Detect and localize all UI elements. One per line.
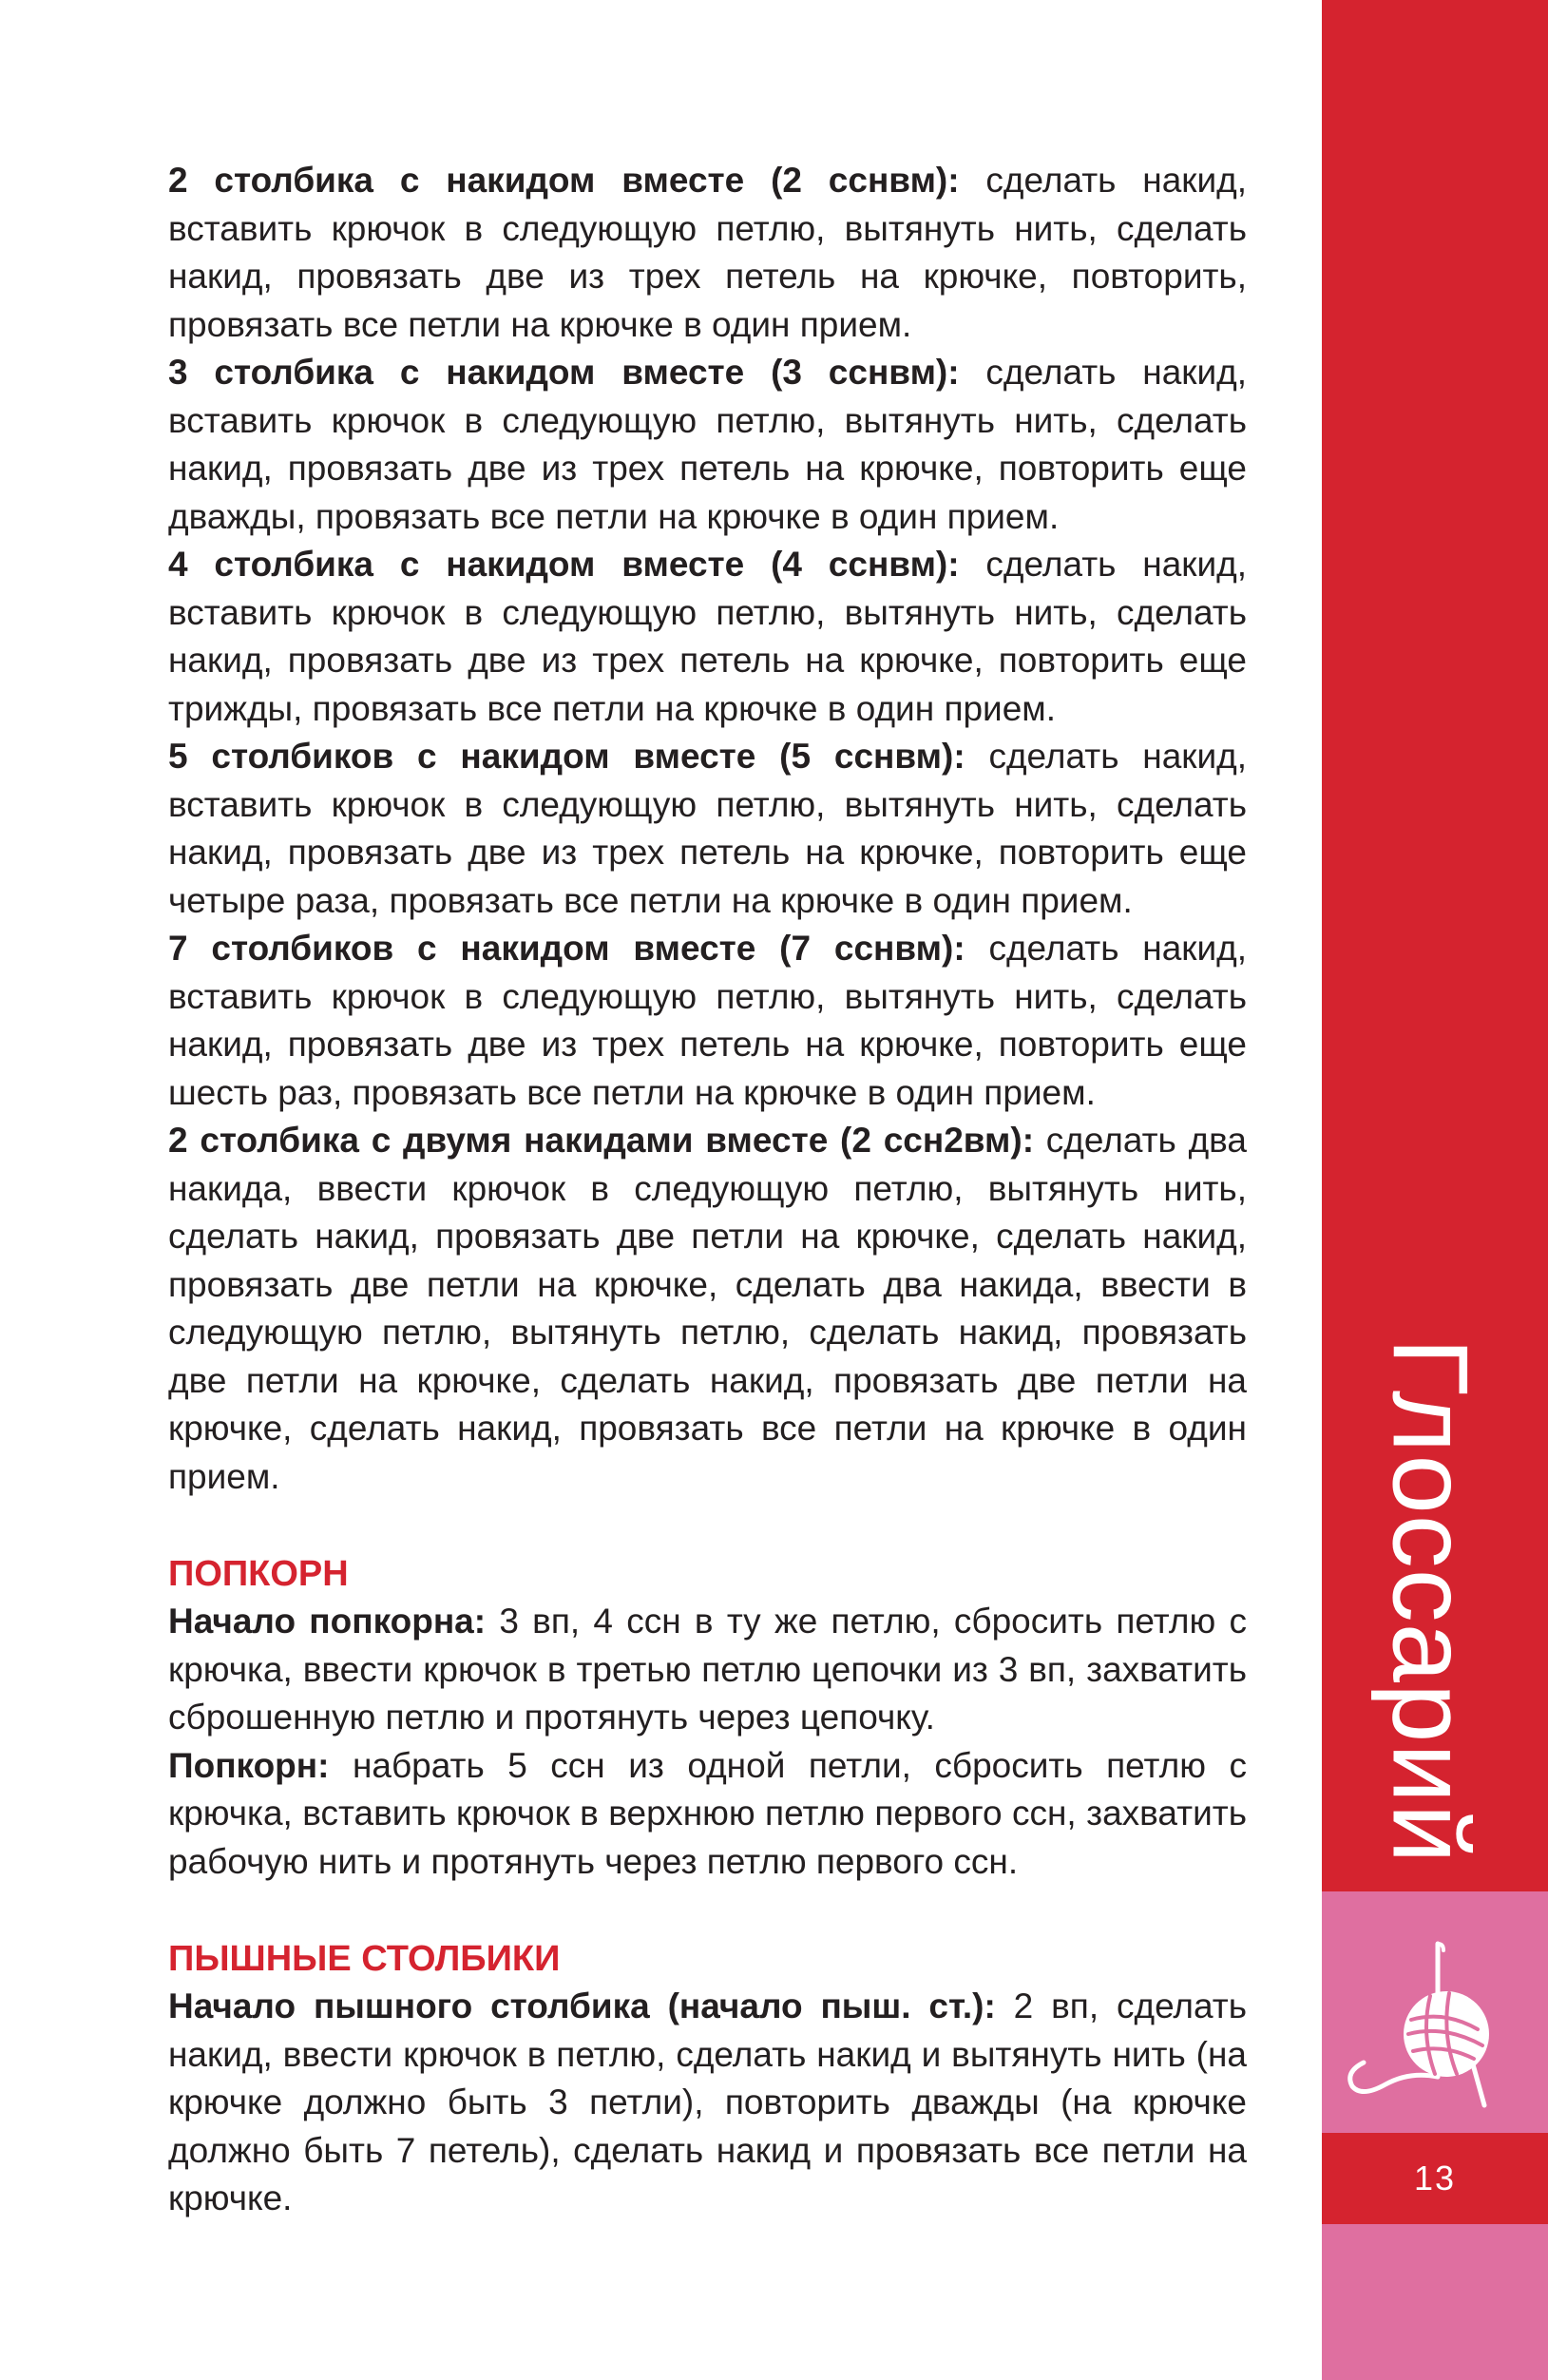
- entry-term: 4 столбика с накидом вместе (4 сснвм):: [168, 545, 960, 584]
- entry-text: сделать накид, вставить крючок в следующую петлю, вытянуть нить, сделать накид, провязать две из трех петель на крючке, повторить еще трижды, провязать все петли на крючке в один прием.: [168, 545, 1248, 728]
- glossary-entry: [168, 1742, 1247, 1887]
- section-heading-popcorn: ПОПКОРН: [168, 1554, 349, 1594]
- entry-text: 2 вп, сделать накид, ввести крючок в петлю, сделать накид и вытянуть нить (на крючке должно быть 3 петли), повторить дважды (на крючке должно быть 7 петель), сделать накид и провязать все петли на крючке.: [168, 1987, 1248, 2217]
- glossary-entry: [168, 925, 1247, 1117]
- glossary-entry: [168, 349, 1247, 541]
- entry-term: Попкорн:: [168, 1745, 330, 1785]
- entry-term: 3 столбика с накидом вместе (3 сснвм):: [168, 353, 960, 392]
- entry-term: 2 столбика с двумя накидами вместе (2 ссн2вм):: [168, 1121, 1035, 1160]
- entry-text: набрать 5 ссн из одной петли, сбросить петлю с крючка, вставить крючок в верхнюю петлю первого ссн, захватить рабочую нить и протянуть через петлю первого ссн.: [168, 1745, 1247, 1881]
- entry-text: сделать два накида, ввести крючок в следующую петлю, вытянуть нить, сделать накид, провязать две петли на крючке, сделать накид, провязать две петли на крючке, сделать два накида, ввести в следующую петлю, вытянуть петлю, сделать накид, провязать две петли на крючке, сделать накид, провязать две петли на крючке, сделать накид, провязать все петли на крючке в один прием.: [168, 1121, 1247, 1496]
- entry-term: Начало попкорна:: [168, 1602, 487, 1641]
- page-number: 13: [1413, 2159, 1457, 2198]
- entry-term: 7 столбиков с накидом вместе (7 сснвм):: [168, 929, 965, 968]
- glossary-entry: [168, 1983, 1247, 2223]
- entry-term: 2 столбика с накидом вместе (2 сснвм):: [168, 161, 960, 200]
- yarn-ball-hook-icon: [1335, 1939, 1506, 2120]
- entry-term: Начало пышного столбика (начало пыш. ст.):: [168, 1987, 996, 2025]
- glossary-entry: [168, 1117, 1247, 1501]
- entry-text: сделать накид, вставить крючок в следующую петлю, вытянуть нить, сделать накид, провязать две из трех петель на крючке, повторить еще дважды, провязать все петли на крючке в один прием.: [168, 353, 1248, 536]
- entry-term: 5 столбиков с накидом вместе (5 сснвм):: [168, 737, 965, 776]
- glossary-entry: [168, 1598, 1247, 1742]
- entry-text: 3 вп, 4 ссн в ту же петлю, сбросить петлю с крючка, ввести крючок в третью петлю цепочки из 3 вп, захватить сброшенную петлю и протянуть через цепочку.: [168, 1602, 1248, 1737]
- sidebar-title-text: Глоссарий: [1370, 1337, 1490, 1864]
- entry-text: сделать накид, вставить крючок в следующую петлю, вытянуть нить, сделать накид, провязать две из трех петель на крючке, повторить еще шесть раз, провязать все петли на крючке в один прием.: [168, 929, 1248, 1112]
- glossary-entry: [168, 541, 1247, 733]
- glossary-entry: [168, 157, 1247, 349]
- section-heading-puff: ПЫШНЫЕ СТОЛБИКИ: [168, 1939, 561, 1979]
- glossary-text: [168, 157, 1247, 2223]
- glossary-entry: [168, 733, 1247, 925]
- sidebar-title: [1364, 1334, 1497, 1867]
- entry-text: сделать накид, вставить крючок в следующую петлю, вытянуть нить, сделать накид, провязать две из трех петель на крючке, повторить еще четыре раза, провязать все петли на крючке в один прием.: [168, 737, 1248, 920]
- entry-text: сделать накид, вставить крючок в следующую петлю, вытянуть нить, сделать накид, провязать две из трех петель на крючке, повторить, провязать все петли на крючке в один прием.: [168, 161, 1248, 344]
- sidebar-pink-band-bottom: [1322, 2224, 1548, 2380]
